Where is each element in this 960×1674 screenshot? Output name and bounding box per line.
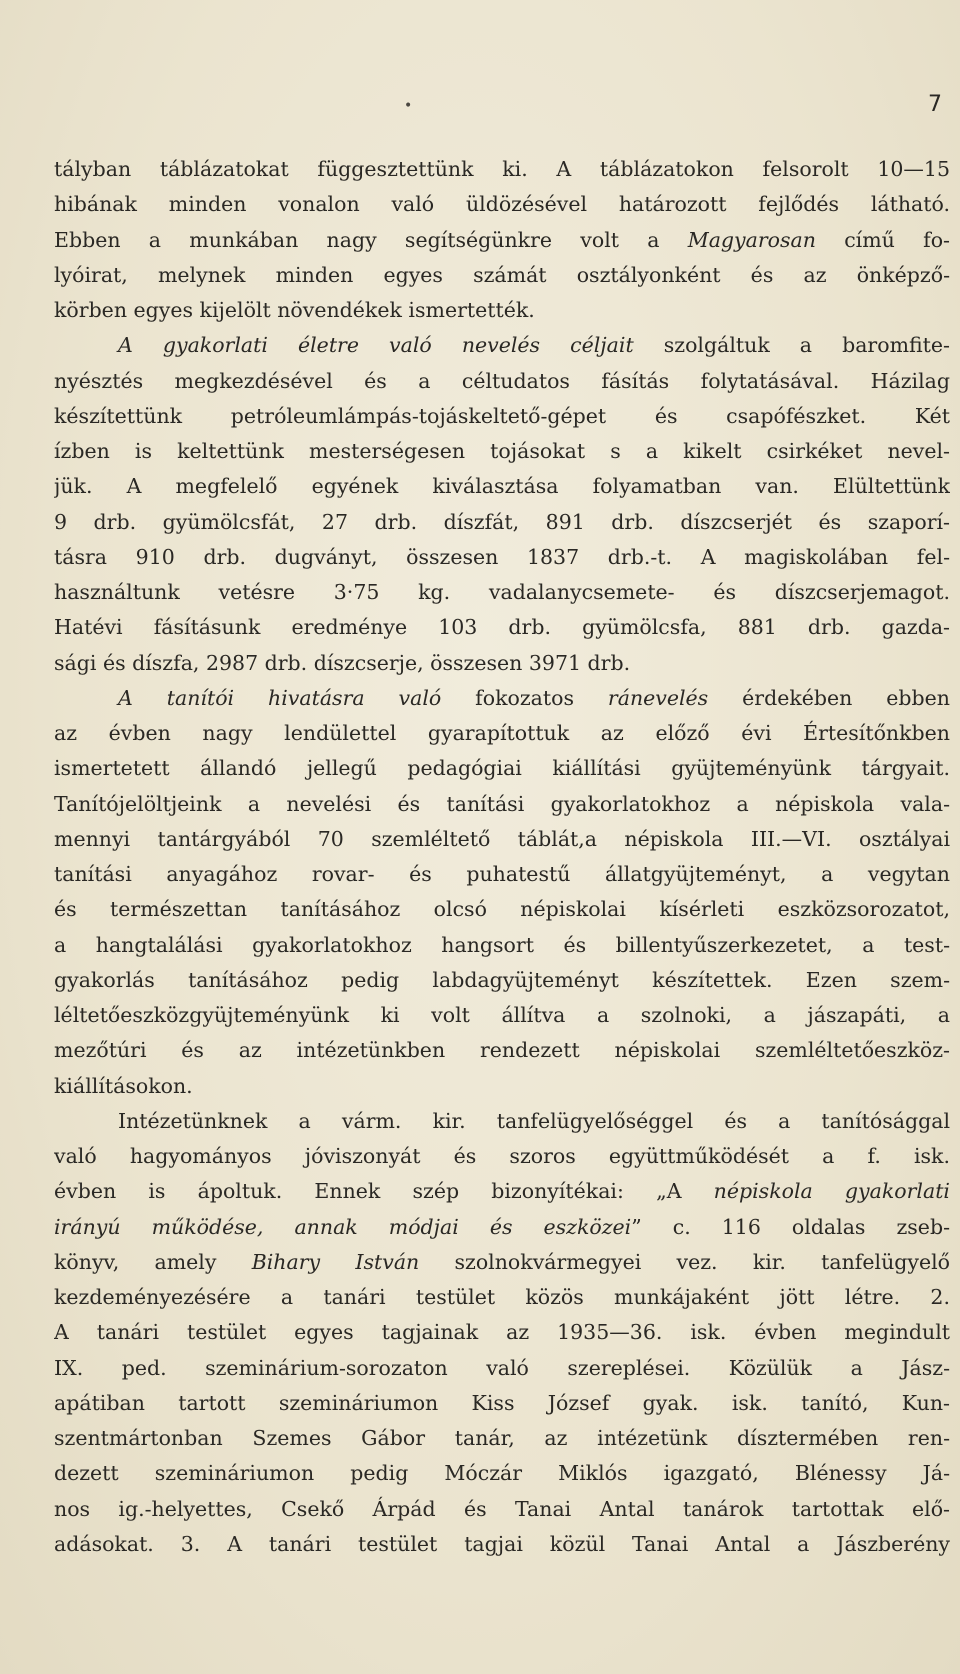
- text-line: [54, 1245, 950, 1280]
- text-line: [54, 646, 950, 681]
- text-line: [54, 1421, 950, 1456]
- italic-text: A tanítói hivatásra való: [118, 685, 442, 710]
- text-line: [54, 575, 950, 610]
- text-run: használtunk vetésre 3·75 kg. vadalanycsemete- és díszcserjemagot.: [54, 580, 950, 604]
- text-run: fokozatos: [441, 685, 608, 710]
- text-line: [54, 258, 950, 293]
- text-run: Hatévi fásításunk eredménye 103 drb. gyümölcsfa, 881 drb. gazda-: [54, 615, 950, 640]
- italic-text: Magyarosan: [687, 227, 816, 252]
- text-run: dezett szemináriumon pedig Móczár Miklós igazgató, Blénessy Já-: [54, 1461, 950, 1486]
- text-line: [54, 716, 950, 751]
- text-run: könyv, amely: [54, 1249, 252, 1274]
- text-line: [54, 1456, 950, 1491]
- text-line: [54, 998, 950, 1033]
- text-line: [54, 434, 950, 469]
- text-run: szentmártonban Szemes Gábor tanár, az intézetünk dísztermében ren-: [54, 1426, 950, 1450]
- page-mark: •: [404, 98, 413, 114]
- text-run: ” c. 116 oldalas zseb-: [631, 1214, 950, 1239]
- text-run: gyakorlás tanításához pedig labdagyüjteményt készítettek. Ezen szem-: [54, 967, 950, 992]
- text-line: [54, 540, 950, 575]
- text-run: Ebben a munkában nagy segítségünkre volt a: [54, 227, 688, 252]
- italic-text: irányú működése, annak módjai és eszközei: [54, 1214, 632, 1239]
- text-line: [54, 892, 950, 927]
- text-line: [54, 399, 950, 434]
- text-run: és természettan tanításához olcsó népiskolai kísérleti eszközsorozatot,: [54, 897, 950, 922]
- text-run: nos ig.-helyettes, Csekő Árpád és Tanai Antal tanárok tartottak elő-: [54, 1496, 950, 1521]
- text-line: [54, 1386, 950, 1421]
- text-line: [54, 1174, 950, 1209]
- text-run: körben egyes kijelölt növendékek ismertették.: [54, 298, 535, 322]
- text-line: [54, 963, 950, 998]
- text-run: szolgáltuk a baromfite-: [633, 333, 950, 358]
- text-line: [54, 1104, 950, 1139]
- text-run: című fo-: [815, 227, 950, 252]
- text-run: szolnokvármegyei vez. kir. tanfelügyelő: [419, 1249, 950, 1274]
- text-line: [54, 223, 950, 258]
- text-line: [54, 187, 950, 222]
- text-line: [54, 1351, 950, 1386]
- text-run: lyóirat, melynek minden egyes számát osztályonként és az önképző-: [54, 262, 950, 287]
- text-run: készítettünk petróleumlámpás-tojáskeltető-gépet és csapófészket. Két: [54, 403, 950, 428]
- text-line: [54, 928, 950, 963]
- text-run: a hangtalálási gyakorlatokhoz hangsort és billentyűszerkezetet, a test-: [54, 932, 950, 957]
- text-run: Tanítójelöltjeink a nevelési és tanítási gyakorlatokhoz a népiskola vala-: [54, 791, 950, 816]
- text-line: [54, 293, 950, 328]
- text-run: apátiban tartott szemináriumon Kiss József gyak. isk. tanító, Kun-: [54, 1390, 950, 1415]
- text-run: az évben nagy lendülettel gyarapítottuk az előző évi Értesítőnkben: [54, 721, 950, 745]
- text-line: [54, 1139, 950, 1174]
- text-line: [54, 1033, 950, 1068]
- text-run: sági és díszfa, 2987 drb. díszcserje, összesen 3971 drb.: [54, 650, 631, 675]
- text-line: [54, 152, 950, 187]
- text-run: IX. ped. szeminárium-sorozaton való szereplései. Közülük a Jász-: [54, 1355, 950, 1380]
- text-line: [54, 364, 950, 399]
- text-line: [54, 751, 950, 786]
- text-run: tásra 910 drb. dugványt, összesen 1837 drb.-t. A magiskolában fel-: [54, 544, 950, 569]
- text-line: [54, 1492, 950, 1527]
- text-line: [54, 1527, 950, 1562]
- text-run: ízben is keltettünk mesterségesen tojásokat s a kikelt csirkéket nevel-: [54, 439, 950, 463]
- text-run: adásokat. 3. A tanári testület tagjai közül Tanai Antal a Jászberény: [54, 1531, 950, 1556]
- page-number: 7: [928, 92, 942, 117]
- text-run: tályban táblázatokat függesztettünk ki. A táblázatokon felsorolt 10—15: [54, 157, 950, 181]
- text-line: [54, 787, 950, 822]
- text-run: ismertetett állandó jellegű pedagógiai kiállítási gyüjteményünk tárgyait.: [54, 756, 950, 781]
- text-run: 9 drb. gyümölcsfát, 27 drb. díszfát, 891 drb. díszcserjét és szaporí-: [54, 509, 950, 534]
- text-run: érdekében ebben: [708, 685, 950, 710]
- text-line: [54, 505, 950, 540]
- text-line: [54, 469, 950, 504]
- italic-text: népiskola gyakorlati: [713, 1179, 950, 1204]
- text-line: [54, 1069, 950, 1104]
- text-run: nyésztés megkezdésével és a céltudatos fásítás folytatásával. Házilag: [54, 368, 950, 393]
- italic-text: ránevelés: [607, 685, 709, 710]
- text-line: [54, 1210, 950, 1245]
- text-run: hibának minden vonalon való üldözésével határozott fejlődés látható.: [54, 192, 950, 217]
- text-line: [54, 822, 950, 857]
- text-run: való hagyományos jóviszonyát és szoros együttműködését a f. isk.: [54, 1144, 950, 1168]
- page-header: [0, 92, 960, 122]
- italic-text: Bihary István: [251, 1249, 420, 1274]
- text-line: [54, 1315, 950, 1350]
- text-line: [54, 1280, 950, 1315]
- text-line: [54, 857, 950, 892]
- text-run: A tanári testület egyes tagjainak az 1935—36. isk. évben megindult: [54, 1320, 950, 1345]
- text-run: kezdeményezésére a tanári testület közös munkájaként jött létre. 2.: [54, 1285, 950, 1309]
- text-line: [54, 681, 950, 716]
- text-run: jük. A megfelelő egyének kiválasztása folyamatban van. Elültettünk: [54, 474, 950, 499]
- text-line: [54, 610, 950, 645]
- text-run: mezőtúri és az intézetünkben rendezett népiskolai szemléltetőeszköz-: [54, 1038, 950, 1063]
- italic-text: A gyakorlati életre való nevelés céljait: [118, 333, 634, 358]
- text-line: [54, 328, 950, 363]
- text-run: Intézetünknek a várm. kir. tanfelügyelőséggel és a tanítósággal: [118, 1108, 950, 1133]
- text-run: tanítási anyagához rovar- és puhatestű állatgyüjteményt, a vegytan: [54, 862, 950, 886]
- text-run: mennyi tantárgyából 70 szemléltető táblát,a népiskola III.—VI. osztályai: [54, 826, 950, 851]
- body-text: [54, 152, 950, 1562]
- text-run: évben is ápoltuk. Ennek szép bizonyítékai: „A: [54, 1179, 714, 1204]
- text-run: kiállításokon.: [54, 1073, 193, 1098]
- text-run: léltetőeszközgyüjteményünk ki volt állítva a szolnoki, a jászapáti, a: [54, 1003, 950, 1027]
